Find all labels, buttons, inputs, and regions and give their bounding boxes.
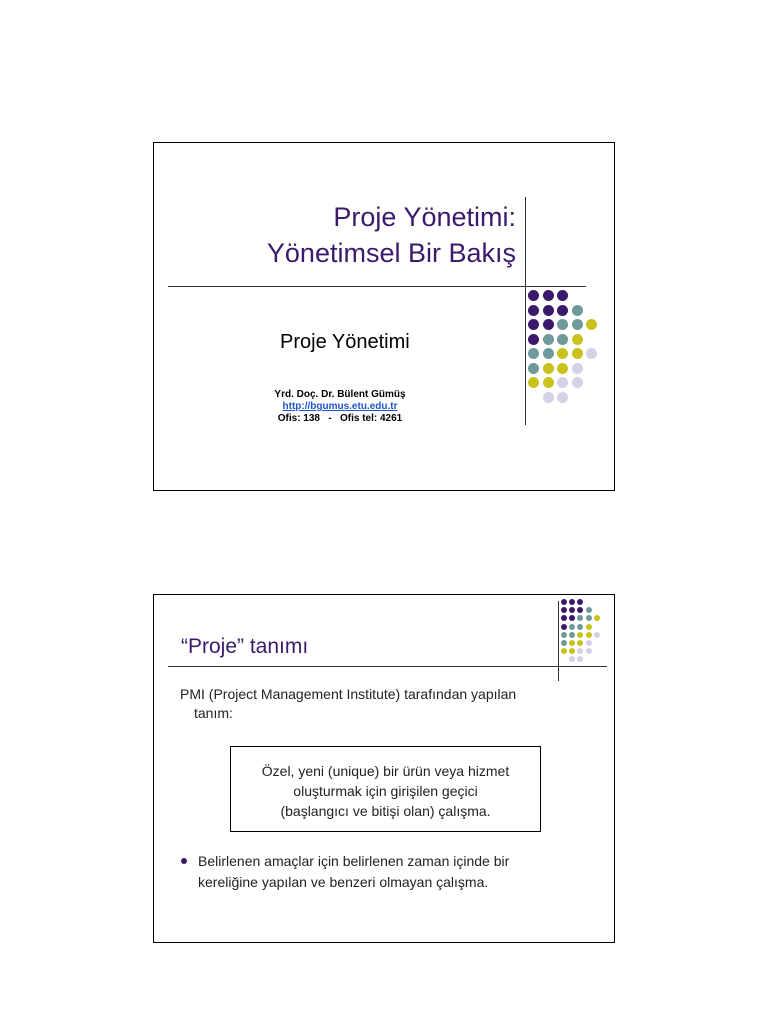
- decorative-dot: [569, 624, 575, 630]
- decorative-dot: [561, 615, 567, 621]
- decorative-dot: [561, 648, 567, 654]
- decorative-dot: [543, 377, 554, 388]
- decorative-dot: [557, 392, 568, 403]
- decorative-dot: [561, 640, 567, 646]
- decorative-dot: [572, 334, 583, 345]
- decorative-dot: [572, 319, 583, 330]
- decorative-dot: [572, 305, 583, 316]
- decorative-dot: [569, 656, 575, 662]
- decorative-dot: [543, 319, 554, 330]
- decorative-dot: [557, 377, 568, 388]
- office-info: Ofis: 138 - Ofis tel: 4261: [277, 413, 403, 424]
- decorative-dot: [543, 334, 554, 345]
- definition-line-3: (başlangıcı ve bitişi olan) çalışma.: [280, 803, 491, 819]
- horizontal-divider: [168, 666, 607, 667]
- decorative-dot: [528, 334, 539, 345]
- decorative-dot: [577, 648, 583, 654]
- decorative-dot: [543, 305, 554, 316]
- intro-line-1: PMI (Project Management Institute) tarafından yapılan: [180, 686, 517, 702]
- definition-line-1: Özel, yeni (unique) bir ürün veya hizmet: [261, 763, 510, 779]
- decorative-dot: [577, 599, 583, 605]
- decorative-dot: [569, 599, 575, 605]
- bullet-item: [180, 851, 600, 893]
- decorative-dot: [543, 290, 554, 301]
- decorative-dot: [577, 624, 583, 630]
- slide-2: [153, 594, 615, 943]
- author-website-link[interactable]: http://bgumus.etu.edu.tr: [282, 401, 398, 412]
- slide-1-subtitle: Proje Yönetimi: [280, 331, 410, 353]
- slide-1: [153, 142, 615, 491]
- author-name: Yrd. Doç. Dr. Bülent Gümüş: [274, 389, 406, 400]
- decorative-dot: [561, 599, 567, 605]
- slide-1-title: [267, 199, 516, 271]
- decorative-dot-grid: [528, 290, 608, 410]
- decorative-dot: [561, 632, 567, 638]
- definition-line-2: oluşturmak için girişilen geçici: [293, 783, 478, 799]
- decorative-dot: [557, 305, 568, 316]
- decorative-dot: [569, 607, 575, 613]
- horizontal-divider: [168, 286, 586, 287]
- decorative-dot: [543, 348, 554, 359]
- decorative-dot: [569, 632, 575, 638]
- decorative-dot: [572, 377, 583, 388]
- decorative-dot: [577, 656, 583, 662]
- decorative-dot: [594, 615, 600, 621]
- decorative-dot: [586, 648, 592, 654]
- decorative-dot: [557, 348, 568, 359]
- decorative-dot: [528, 319, 539, 330]
- vertical-divider: [558, 601, 559, 681]
- decorative-dot: [569, 640, 575, 646]
- bullet-line-2: kereliğine yapılan ve benzeri olmayan çalışma.: [198, 874, 489, 890]
- decorative-dot: [543, 363, 554, 374]
- author-block: [250, 389, 430, 425]
- definition-box: [230, 746, 541, 832]
- decorative-dot: [586, 624, 592, 630]
- decorative-dot: [561, 624, 567, 630]
- decorative-dot: [528, 305, 539, 316]
- decorative-dot: [586, 632, 592, 638]
- decorative-dot: [561, 607, 567, 613]
- decorative-dot: [528, 363, 539, 374]
- bullet-dot-icon: [181, 858, 187, 864]
- decorative-dot-grid: [561, 599, 611, 671]
- decorative-dot: [577, 607, 583, 613]
- decorative-dot: [586, 640, 592, 646]
- decorative-dot: [569, 615, 575, 621]
- decorative-dot: [586, 615, 592, 621]
- bullet-line-1: Belirlenen amaçlar için belirlenen zaman içinde bir: [198, 853, 510, 869]
- decorative-dot: [594, 632, 600, 638]
- slide-2-title: “Proje” tanımı: [181, 635, 309, 658]
- intro-line-2: tanım:: [194, 705, 233, 721]
- decorative-dot: [557, 290, 568, 301]
- decorative-dot: [528, 377, 539, 388]
- decorative-dot: [577, 632, 583, 638]
- decorative-dot: [577, 615, 583, 621]
- decorative-dot: [528, 348, 539, 359]
- decorative-dot: [572, 363, 583, 374]
- vertical-divider: [525, 197, 526, 425]
- decorative-dot: [569, 648, 575, 654]
- decorative-dot: [557, 363, 568, 374]
- decorative-dot: [586, 319, 597, 330]
- decorative-dot: [586, 607, 592, 613]
- decorative-dot: [557, 319, 568, 330]
- decorative-dot: [577, 640, 583, 646]
- decorative-dot: [543, 392, 554, 403]
- slide-1-title-line-1: Proje Yönetimi:: [333, 202, 516, 232]
- decorative-dot: [557, 334, 568, 345]
- slide-1-title-line-2: Yönetimsel Bir Bakış: [266, 238, 516, 268]
- intro-paragraph: [180, 685, 600, 723]
- decorative-dot: [572, 348, 583, 359]
- decorative-dot: [528, 290, 539, 301]
- decorative-dot: [586, 348, 597, 359]
